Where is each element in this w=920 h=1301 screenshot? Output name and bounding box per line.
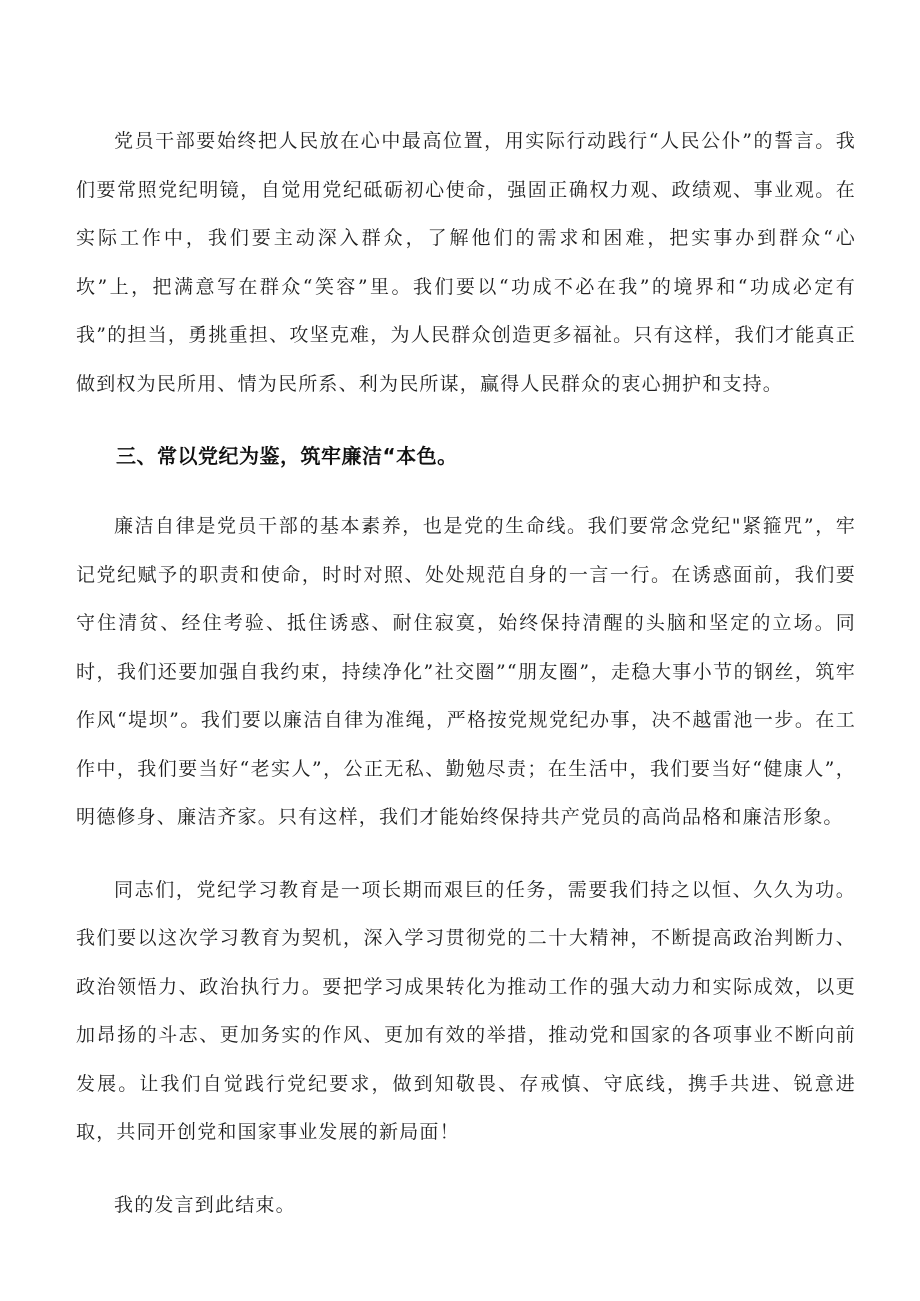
- document-body: [76, 117, 856, 1229]
- section-heading-integrity: 三、常以党纪为鉴，筑牢廉洁“本色。: [116, 444, 458, 468]
- paragraph-comrades: 同志们，党纪学习教育是一项长期而艰巨的任务，需要我们持之以恒、久久为功。我们要以这次学习教育为契机，深入学习贯彻党的二十大精神，不断提高政治判断力、政治领悟力、政治执行力。要把学习成果转化为推动工作的强大动力和实际成效，以更加昂扬的斗志、更加务实的作风、更加有效的举措，推动党和国家的各项事业不断向前发展。让我们自觉践行党纪要求，做到知敬畏、存戒慎、守底线，携手共进、锐意进取，共同开创党和国家事业发展的新局面！: [76, 878, 856, 1143]
- paragraph-integrity: 廉洁自律是党员干部的基本素养，也是党的生命线。我们要常念党纪"紧箍咒”，牢记党纪赋予的职责和使命，时时对照、处处规范自身的一言一行。在诱惑面前，我们要守住清贫、经住考验、抵住诱惑、耐住寂寞，始终保持清醒的头脑和坚定的立场。同时，我们还要加强自我约束，持续净化”社交圈”“朋友圈”，走稳大事小节的钢丝，筑牢作风“堤坝”。我们要以廉洁自律为准绳，严格按党规党纪办事，决不越雷池一步。在工作中，我们要当好“老实人”，公正无私、勤勉尽责；在生活中，我们要当好“健康人”，明德修身、廉洁齐家。只有这样，我们才能始终保持共产党员的高尚品格和廉洁形象。: [76, 515, 856, 828]
- paragraph-people-first: 党员干部要始终把人民放在心中最高位置，用实际行动践行“人民公仆”的誓言。我们要常照党纪明镜，自觉用党纪砥砺初心使命，强固正确权力观、政绩观、事业观。在实际工作中，我们要主动深入群众，了解他们的需求和困难，把实事办到群众“心坎”上，把满意写在群众“笑容”里。我们要以“功成不必在我”的境界和“功成必定有我”的担当，勇挑重担、攻坚克难，为人民群众创造更多福祉。只有这样，我们才能真正做到权为民所用、情为民所系、利为民所谋，赢得人民群众的衷心拥护和支持。: [76, 130, 856, 395]
- closing-remark: 我的发言到此结束。: [114, 1193, 296, 1216]
